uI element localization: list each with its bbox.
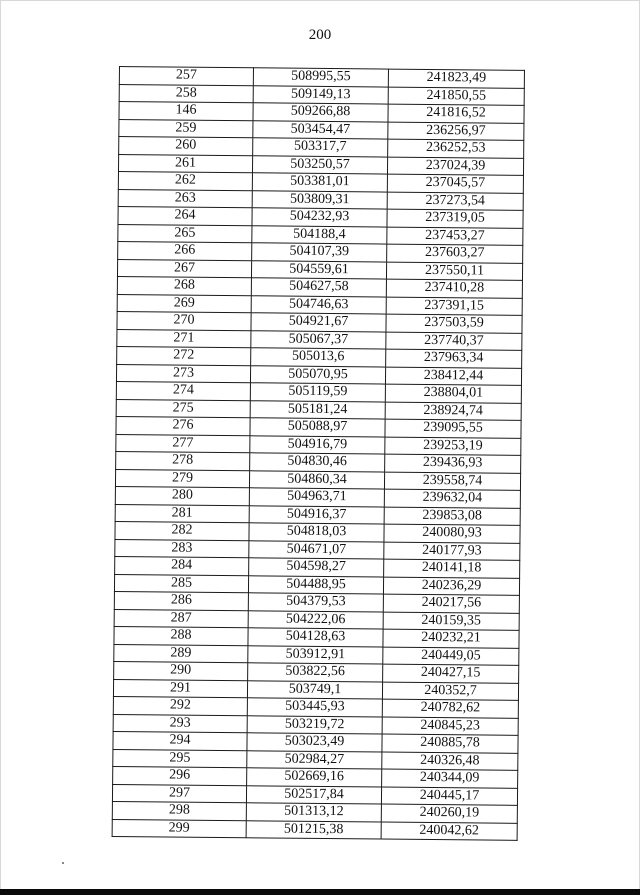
scan-bottom-edge: [0, 889, 640, 895]
point-number-cell: 276: [116, 416, 250, 435]
y-coordinate-cell: 240449,05: [383, 647, 519, 666]
point-number-cell: 270: [117, 311, 251, 330]
y-coordinate-cell: 238804,01: [385, 384, 521, 403]
y-coordinate-cell: 237024,39: [387, 157, 523, 176]
x-coordinate-cell: 503250,57: [252, 155, 387, 174]
point-number-cell: 286: [114, 591, 248, 610]
x-coordinate-cell: 503822,56: [248, 663, 383, 682]
point-number-cell: 274: [116, 381, 250, 400]
coordinates-table-body: [112, 67, 524, 841]
scan-speck: [62, 862, 64, 864]
point-number-cell: 299: [112, 819, 246, 838]
y-coordinate-cell: 241823,49: [388, 69, 524, 88]
x-coordinate-cell: 504379,53: [248, 593, 383, 612]
x-coordinate-cell: 504232,93: [252, 208, 387, 227]
x-coordinate-cell: 509149,13: [253, 85, 388, 104]
point-number-cell: 285: [114, 574, 248, 593]
y-coordinate-cell: 237550,11: [386, 262, 522, 281]
y-coordinate-cell: 240080,93: [384, 524, 520, 543]
x-coordinate-cell: 505070,95: [250, 365, 385, 384]
x-coordinate-cell: 503317,7: [253, 138, 388, 157]
y-coordinate-cell: 240445,17: [381, 787, 517, 806]
point-number-cell: 257: [119, 67, 253, 86]
point-number-cell: 280: [115, 486, 249, 505]
point-number-cell: 259: [119, 119, 253, 138]
point-number-cell: 267: [117, 259, 251, 278]
y-coordinate-cell: 237319,05: [387, 209, 523, 228]
point-number-cell: 287: [114, 609, 248, 628]
x-coordinate-cell: 502517,84: [246, 785, 381, 804]
point-number-cell: 291: [113, 679, 247, 698]
y-coordinate-cell: 239436,93: [385, 454, 521, 473]
x-coordinate-cell: 504860,34: [249, 470, 384, 489]
y-coordinate-cell: 240352,7: [382, 682, 518, 701]
point-number-cell: 272: [117, 346, 251, 365]
y-coordinate-cell: 239853,08: [384, 507, 520, 526]
y-coordinate-cell: 240326,48: [382, 752, 518, 771]
point-number-cell: 262: [118, 171, 252, 190]
point-number-cell: 295: [113, 749, 247, 768]
x-coordinate-cell: 504627,58: [251, 278, 386, 297]
y-coordinate-cell: 240236,29: [383, 577, 519, 596]
point-number-cell: 258: [119, 84, 253, 103]
point-number-cell: 263: [118, 189, 252, 208]
x-coordinate-cell: 504921,67: [251, 313, 386, 332]
table-row: [112, 819, 517, 840]
x-coordinate-cell: 504598,27: [249, 558, 384, 577]
x-coordinate-cell: 504818,03: [249, 523, 384, 542]
point-number-cell: 271: [117, 329, 251, 348]
point-number-cell: 298: [112, 801, 246, 820]
x-coordinate-cell: 505013,6: [251, 348, 386, 367]
point-number-cell: 264: [118, 206, 252, 225]
y-coordinate-cell: 240782,62: [382, 699, 518, 718]
point-number-cell: 282: [115, 521, 249, 540]
y-coordinate-cell: 240885,78: [382, 734, 518, 753]
x-coordinate-cell: 504128,63: [248, 628, 383, 647]
x-coordinate-cell: 504916,37: [249, 505, 384, 524]
y-coordinate-cell: 237045,57: [387, 174, 523, 193]
x-coordinate-cell: 509266,88: [253, 103, 388, 122]
x-coordinate-cell: 502984,27: [247, 750, 382, 769]
point-number-cell: 146: [119, 102, 253, 121]
x-coordinate-cell: 504916,79: [250, 435, 385, 454]
x-coordinate-cell: 503749,1: [247, 680, 382, 699]
x-coordinate-cell: 503912,91: [248, 645, 383, 664]
point-number-cell: 269: [117, 294, 251, 313]
x-coordinate-cell: 504671,07: [249, 540, 384, 559]
x-coordinate-cell: 504963,71: [249, 488, 384, 507]
x-coordinate-cell: 503445,93: [247, 698, 382, 717]
point-number-cell: 290: [114, 661, 248, 680]
y-coordinate-cell: 239632,04: [384, 489, 520, 508]
y-coordinate-cell: 241850,55: [388, 87, 524, 106]
y-coordinate-cell: 236256,97: [388, 122, 524, 141]
y-coordinate-cell: 240845,23: [382, 717, 518, 736]
x-coordinate-cell: 505181,24: [250, 400, 385, 419]
point-number-cell: 275: [116, 399, 250, 418]
point-number-cell: 284: [115, 556, 249, 575]
point-number-cell: 261: [118, 154, 252, 173]
x-coordinate-cell: 504830,46: [250, 453, 385, 472]
coordinates-table: [112, 66, 525, 841]
y-coordinate-cell: 240141,18: [384, 559, 520, 578]
y-coordinate-cell: 240260,19: [381, 804, 517, 823]
y-coordinate-cell: 240217,56: [383, 594, 519, 613]
y-coordinate-cell: 238412,44: [385, 367, 521, 386]
y-coordinate-cell: 240344,09: [382, 769, 518, 788]
point-number-cell: 281: [115, 504, 249, 523]
y-coordinate-cell: 237963,34: [386, 349, 522, 368]
point-number-cell: 265: [118, 224, 252, 243]
y-coordinate-cell: 240232,21: [383, 629, 519, 648]
point-number-cell: 292: [113, 696, 247, 715]
y-coordinate-cell: 240159,35: [383, 612, 519, 631]
point-number-cell: 294: [113, 731, 247, 750]
y-coordinate-cell: 237273,54: [387, 192, 523, 211]
point-number-cell: 279: [115, 469, 249, 488]
x-coordinate-cell: 504188,4: [252, 225, 387, 244]
y-coordinate-cell: 240427,15: [383, 664, 519, 683]
y-coordinate-cell: 237740,37: [386, 332, 522, 351]
point-number-cell: 273: [116, 364, 250, 383]
point-number-cell: 293: [113, 714, 247, 733]
x-coordinate-cell: 503454,47: [253, 120, 388, 139]
y-coordinate-cell: 241816,52: [388, 104, 524, 123]
y-coordinate-cell: 239558,74: [384, 472, 520, 491]
point-number-cell: 277: [116, 434, 250, 453]
y-coordinate-cell: 240042,62: [381, 822, 517, 841]
page-number: 200: [308, 27, 332, 43]
x-coordinate-cell: 503023,49: [247, 733, 382, 752]
y-coordinate-cell: 237603,27: [387, 244, 523, 263]
y-coordinate-cell: 239253,19: [385, 437, 521, 456]
point-number-cell: 260: [119, 137, 253, 156]
x-coordinate-cell: 508995,55: [253, 68, 388, 87]
y-coordinate-cell: 237391,15: [386, 297, 522, 316]
x-coordinate-cell: 504559,61: [251, 260, 386, 279]
x-coordinate-cell: 504222,06: [248, 610, 383, 629]
point-number-cell: 283: [115, 539, 249, 558]
y-coordinate-cell: 237503,59: [386, 314, 522, 333]
point-number-cell: 268: [117, 276, 251, 295]
point-number-cell: 289: [114, 644, 248, 663]
x-coordinate-cell: 501313,12: [246, 803, 381, 822]
point-number-cell: 296: [113, 766, 247, 785]
y-coordinate-cell: 237410,28: [386, 279, 522, 298]
point-number-cell: 266: [118, 241, 252, 260]
x-coordinate-cell: 503219,72: [247, 715, 382, 734]
y-coordinate-cell: 237453,27: [387, 227, 523, 246]
x-coordinate-cell: 504107,39: [252, 243, 387, 262]
x-coordinate-cell: 504746,63: [251, 295, 386, 314]
x-coordinate-cell: 503381,01: [252, 173, 387, 192]
x-coordinate-cell: 505119,59: [250, 383, 385, 402]
point-number-cell: 278: [116, 451, 250, 470]
x-coordinate-cell: 504488,95: [248, 575, 383, 594]
y-coordinate-cell: 236252,53: [388, 139, 524, 158]
y-coordinate-cell: 239095,55: [385, 419, 521, 438]
point-number-cell: 297: [112, 784, 246, 803]
x-coordinate-cell: 503809,31: [252, 190, 387, 209]
y-coordinate-cell: 240177,93: [384, 542, 520, 561]
point-number-cell: 288: [114, 626, 248, 645]
x-coordinate-cell: 505088,97: [250, 418, 385, 437]
x-coordinate-cell: 505067,37: [251, 330, 386, 349]
y-coordinate-cell: 238924,74: [385, 402, 521, 421]
x-coordinate-cell: 502669,16: [247, 768, 382, 787]
x-coordinate-cell: 501215,38: [246, 820, 381, 839]
